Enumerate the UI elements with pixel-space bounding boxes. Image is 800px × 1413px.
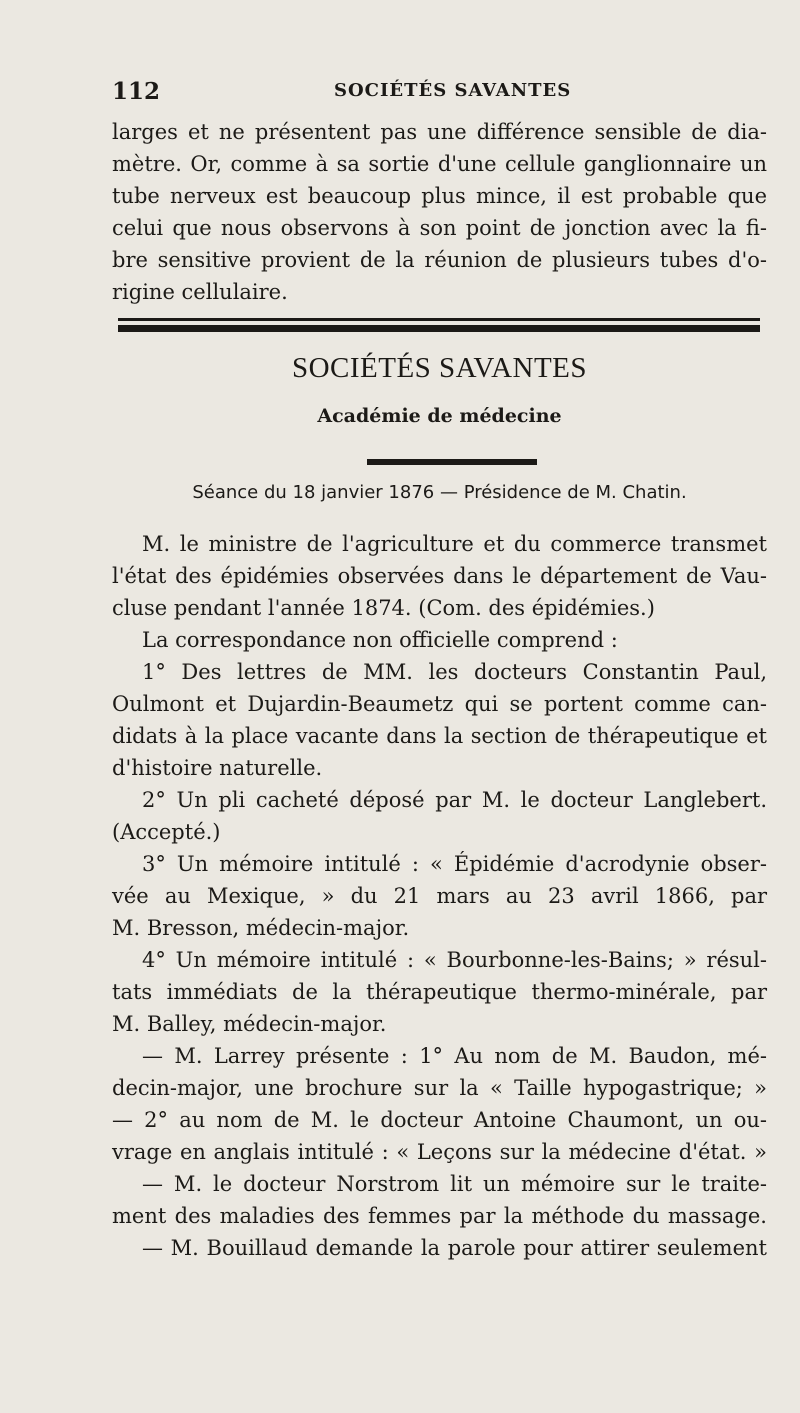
- page-header: [112, 78, 767, 108]
- text-line: M. le ministre de l'agriculture et du commerce transmet: [142, 532, 767, 556]
- text-line: 2° Un pli cacheté déposé par M. le docteur Langlebert.: [142, 788, 767, 812]
- session-presidency: — Présidence de M. Chatin.: [439, 482, 687, 503]
- text-line: larges et ne présentent pas une différence sensible de dia-: [112, 120, 767, 144]
- text-line: cluse pendant l'année 1874. (Com. des épidémies.): [112, 596, 655, 620]
- section-divider-thick: [118, 325, 760, 332]
- text-line: — M. Bouillaud demande la parole pour attirer seulement: [142, 1236, 767, 1260]
- text-line: M. Balley, médecin-major.: [112, 1012, 387, 1036]
- session-line: [112, 482, 767, 503]
- text-line: didats à la place vacante dans la section de thérapeutique et: [112, 724, 767, 748]
- text-line: La correspondance non officielle comprend :: [142, 628, 618, 652]
- text-line: — M. Larrey présente : 1° Au nom de M. Baudon, mé-: [142, 1044, 767, 1068]
- text-line: — M. le docteur Norstrom lit un mémoire sur le traite-: [142, 1172, 767, 1196]
- subsection-title: Académie de médecine: [317, 405, 562, 427]
- running-title: SOCIÉTÉS SAVANTES: [334, 80, 572, 101]
- page-number: 112: [112, 78, 161, 105]
- text-line: ment des maladies des femmes par la méthode du massage.: [112, 1204, 767, 1228]
- text-line: vée au Mexique, » du 21 mars au 23 avril 1866, par: [112, 884, 767, 908]
- text-line: 3° Un mémoire intitulé : « Épidémie d'acrodynie obser-: [142, 852, 767, 876]
- text-line: tats immédiats de la thérapeutique thermo-minérale, par: [112, 980, 767, 1004]
- text-line: decin-major, une brochure sur la « Taille hypogastrique; »: [112, 1076, 767, 1100]
- text-line: 1° Des lettres de MM. les docteurs Constantin Paul,: [142, 660, 767, 684]
- text-line: tube nerveux est beaucoup plus mince, il est probable que: [112, 184, 767, 208]
- body-text: [112, 528, 767, 1268]
- text-line: vrage en anglais intitulé : « Leçons sur la médecine d'état. »: [112, 1140, 767, 1164]
- text-line: Oulmont et Dujardin-Beaumetz qui se portent comme can-: [112, 692, 767, 716]
- text-line: (Accepté.): [112, 820, 221, 844]
- text-line: rigine cellulaire.: [112, 280, 288, 304]
- session-date: Séance du 18 janvier 1876: [192, 482, 435, 503]
- intro-paragraph: [112, 116, 767, 316]
- text-line: — 2° au nom de M. le docteur Antoine Chaumont, un ou-: [112, 1108, 767, 1132]
- text-line: celui que nous observons à son point de jonction avec la fi-: [112, 216, 767, 240]
- text-line: 4° Un mémoire intitulé : « Bourbonne-les-Bains; » résul-: [142, 948, 767, 972]
- text-line: d'histoire naturelle.: [112, 756, 323, 780]
- text-line: M. Bresson, médecin-major.: [112, 916, 410, 940]
- section-divider-top: [118, 318, 760, 321]
- text-line: mètre. Or, comme à sa sortie d'une cellule ganglionnaire un: [112, 152, 767, 176]
- text-line: bre sensitive provient de la réunion de plusieurs tubes d'o-: [112, 248, 767, 272]
- subsection-divider: [367, 459, 537, 465]
- section-title: SOCIÉTÉS SAVANTES: [291, 352, 588, 384]
- text-line: l'état des épidémies observées dans le département de Vau-: [112, 564, 767, 588]
